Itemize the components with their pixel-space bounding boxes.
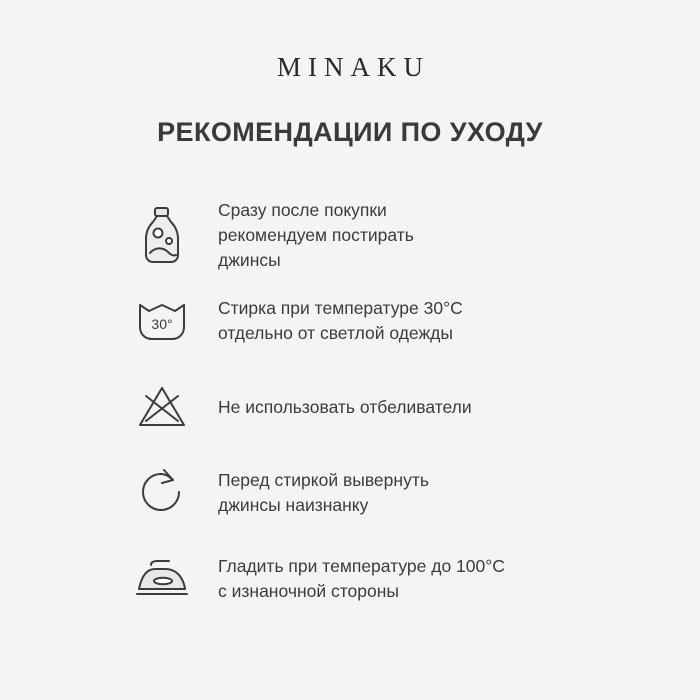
do-not-bleach-icon (110, 383, 214, 431)
text-line: Не использовать отбеливатели (218, 396, 472, 417)
wash-30-icon (110, 297, 214, 345)
list-item (110, 450, 590, 536)
list-item-text (214, 296, 463, 346)
list-item-text (214, 554, 505, 604)
list-item-text (214, 198, 414, 273)
wash-temp-label: 30° (151, 316, 173, 332)
iron-icon (110, 557, 214, 601)
text-line: отдельно от светлой одежды (218, 323, 453, 343)
list-item (110, 192, 590, 278)
text-line: Перед стиркой вывернуть (218, 470, 429, 490)
text-line: Гладить при температуре до 100°С (218, 556, 505, 576)
text-line: джинсы наизнанку (218, 495, 369, 515)
turn-inside-out-icon (110, 466, 214, 520)
brand-logo: MINAKU (277, 52, 430, 82)
text-line: с изнаночной стороны (218, 581, 399, 601)
list-item-text (214, 468, 429, 518)
list-item (110, 536, 590, 622)
list-item (110, 278, 590, 364)
text-line: Стирка при температуре 30°С (218, 298, 463, 318)
list-item (110, 364, 590, 450)
page-title: РЕКОМЕНДАЦИИ ПО УХОДУ (157, 117, 543, 147)
text-line: джинсы (218, 249, 281, 270)
text-line: рекомендуем постирать (218, 224, 414, 245)
detergent-bottle-icon (110, 205, 214, 265)
care-items-list (110, 192, 590, 622)
text-line: Сразу после покупки (218, 199, 387, 220)
list-item-text (214, 395, 472, 420)
